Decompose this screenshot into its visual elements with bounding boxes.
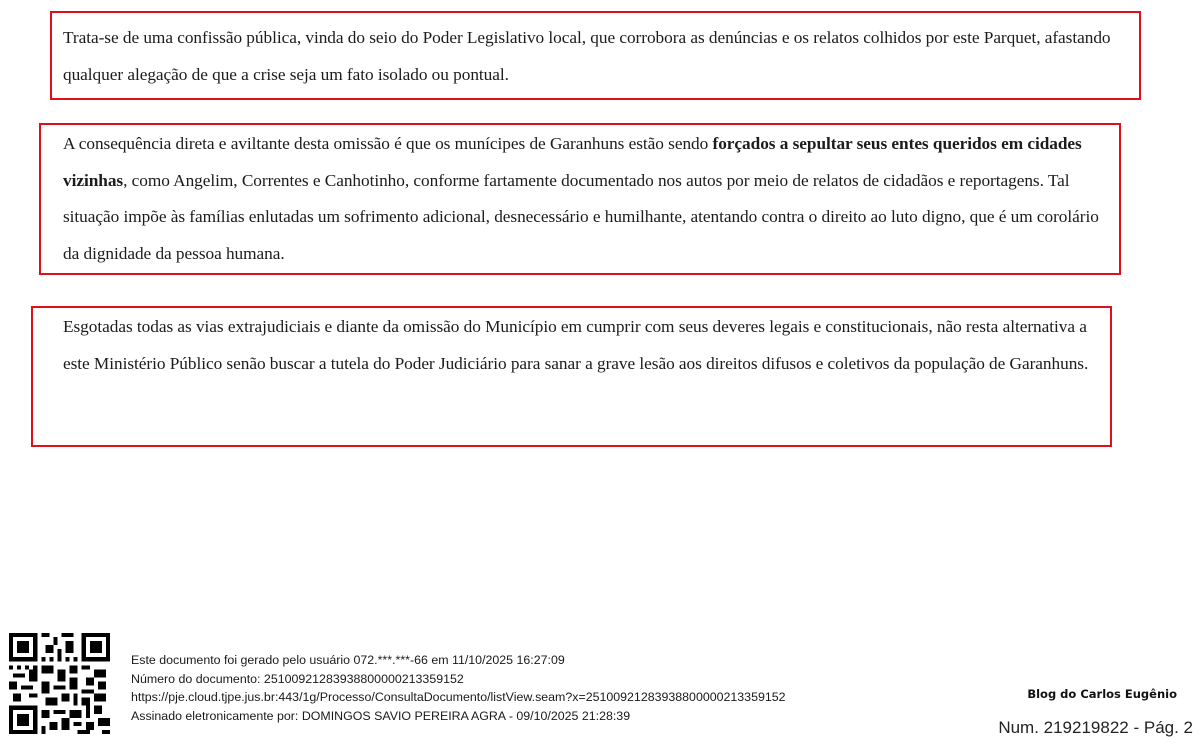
footer-signed-by: Assinado eletronicamente por: DOMINGOS SAVIO PEREIRA AGRA - 09/10/2025 21:28:39: [131, 708, 631, 723]
emphasis-text: forçados a sepultar seus entes queridos em cidades vizinhas: [63, 134, 1082, 190]
footer-document-number: Número do documento: 25100921283938800000213359152: [131, 671, 464, 686]
paragraph-consequencia: [63, 126, 1115, 272]
paragraph-esgotadas: Esgotadas todas as vias extrajudiciais e diante da omissão do Município em cumprir com seus deveres legais e constitucionais, não resta alternativa a este Ministério Público senão buscar a tutela do Poder Judiciário para sanar a grave lesão aos direitos difusos e coletivos da população de Garanhuns.: [63, 317, 1089, 373]
paragraph-text: A consequência direta e aviltante desta omissão é que os munícipes de Garanhuns estão sendo: [63, 134, 713, 153]
qr-code-icon: [9, 633, 110, 734]
footer-document-link[interactable]: https://pje.cloud.tjpe.jus.br:443/1g/Processo/ConsultaDocumento/listView.seam?x=25100921283938800000213359152: [131, 690, 786, 704]
paragraph-confissao: Trata-se de uma confissão pública, vinda do seio do Poder Legislativo local, que corrobora as denúncias e os relatos colhidos por este Parquet, afastando qualquer alegação de que a crise seja um fato isolado ou pontual.: [63, 28, 1111, 84]
blog-watermark: Blog do Carlos Eugênio: [1027, 687, 1177, 701]
paragraph-text: , como Angelim, Correntes e Canhotinho, conforme fartamente documentado nos autos por meio de relatos de cidadãos e reportagens. Tal situação impõe às famílias enlutadas um sofrimento adicional, desnecessário e humilhante, atentando contra o direito ao luto digno, que é um corolário da dignidade da pessoa humana.: [63, 170, 1099, 263]
document-footer: [131, 651, 786, 725]
footer-generated-by: Este documento foi gerado pelo usuário 072.***.***-66 em 11/10/2025 16:27:09: [131, 653, 565, 667]
page-number: Num. 219219822 - Pág. 2: [998, 718, 1193, 737]
